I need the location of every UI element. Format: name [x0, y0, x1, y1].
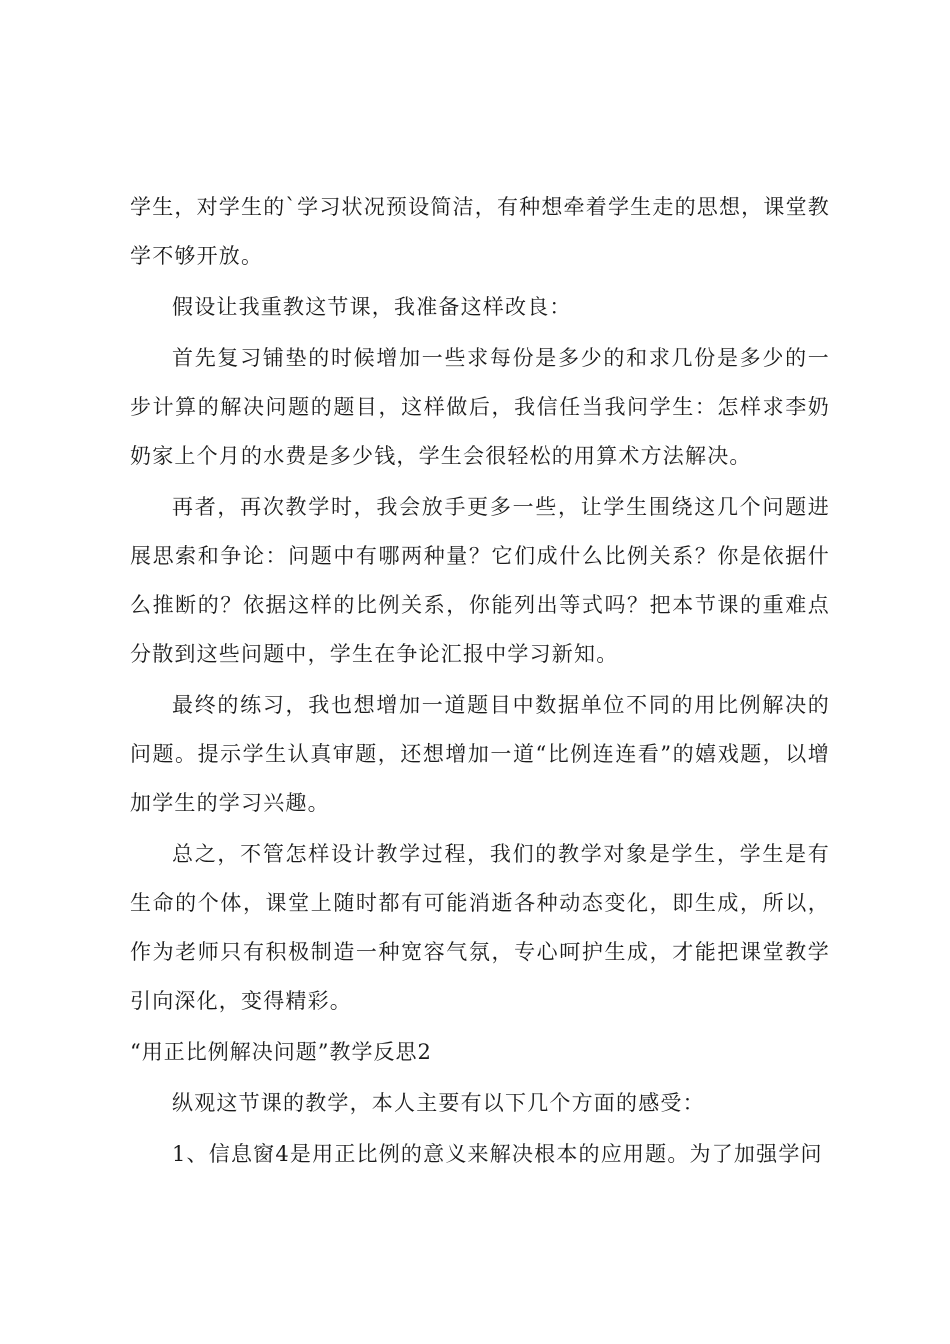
paragraph-review-groundwork: 首先复习铺垫的时候增加一些求每份是多少的和求几份是多少的一步计算的解决问题的题目，这样做后，我信任当我问学生：怎样求李奶奶家上个月的水费是多少钱，学生会很轻松的用算术方法解决。 — [130, 346, 830, 468]
paragraph-improvement-intro: 假设让我重教这节课，我准备这样改良： — [172, 295, 572, 319]
paragraph-practice: 最终的练习，我也想增加一道题目中数据单位不同的用比例解决的问题。提示学生认真审题，还想增加一道“比例连连看”的嬉戏题，以增加学生的学习兴趣。 — [130, 693, 830, 815]
document-body — [130, 183, 830, 1181]
paragraph-conclusion: 总之，不管怎样设计教学过程，我们的教学对象是学生，学生是有生命的个体，课堂上随时都有可能消逝各种动态变化，即生成，所以，作为老师只有积极制造一种宽容气氛，专心呵护生成，才能把课堂教学引向深化，变得精彩。 — [130, 842, 830, 1013]
paragraph-point-1: 1、信息窗4是用正比例的意义来解决根本的应用题。为了加强学问 — [172, 1142, 823, 1166]
paragraph-discussion: 再者，再次教学时，我会放手更多一些，让学生围绕这几个问题进展思索和争论：问题中有哪两种量？它们成什么比例关系？你是依据什么推断的？依据这样的比例关系，你能列出等式吗？把本节课的重难点分散到这些问题中，学生在争论汇报中学习新知。 — [130, 495, 830, 666]
section-title: “用正比例解决问题”教学反思2 — [130, 1040, 432, 1064]
paragraph-reflection-intro: 纵观这节课的教学，本人主要有以下几个方面的感受： — [172, 1091, 705, 1115]
paragraph-continuation: 学生，对学生的`学习状况预设简洁，有种想牵着学生走的思想，课堂教学不够开放。 — [130, 195, 830, 268]
